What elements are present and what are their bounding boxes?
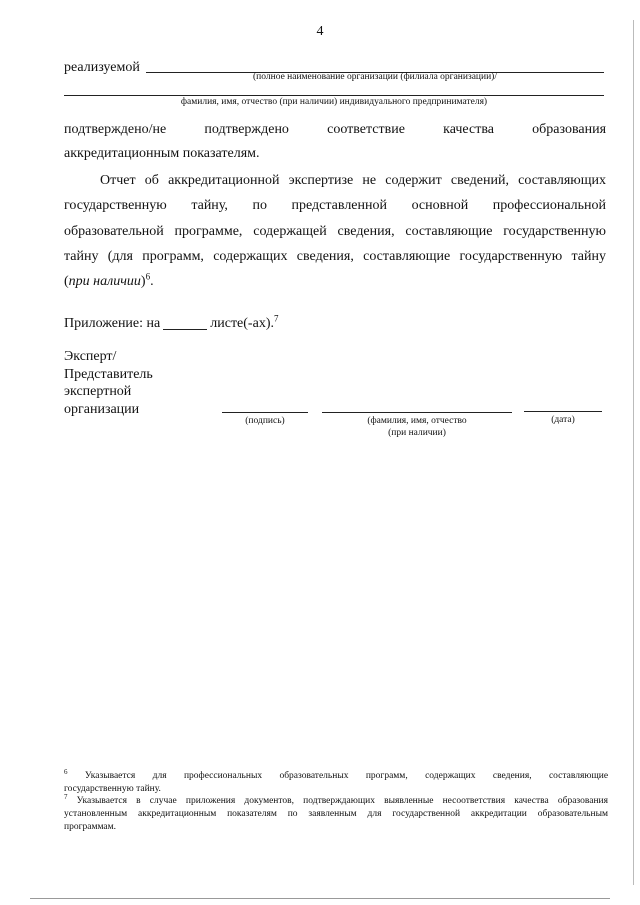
signature-caption: (подпись) bbox=[245, 416, 285, 426]
word: образования bbox=[532, 122, 607, 137]
footnote-7-line3: программам. bbox=[64, 822, 117, 832]
fn7-text-1: Указывается в случае приложения документов, подтверждающих выявленные несоответствия качества образования bbox=[76, 796, 608, 806]
name-caption-1: (фамилия, имя, отчество bbox=[367, 416, 467, 426]
word: для bbox=[152, 771, 167, 781]
sheet-count-blank[interactable] bbox=[163, 315, 207, 330]
word: основной bbox=[411, 198, 469, 213]
word: содержащих bbox=[425, 771, 476, 781]
para2-line4: тайну (для программ, содержащих сведения, составляющие государственную тайну bbox=[64, 249, 606, 264]
footnote-6-line2: государственную тайну. bbox=[64, 784, 161, 794]
word: подтверждено bbox=[204, 122, 289, 137]
word: тайну, bbox=[191, 198, 228, 213]
para2-line1: Отчет об аккредитационной экспертизе не содержит сведений, составляющих bbox=[100, 173, 606, 188]
para1-line1 bbox=[64, 120, 606, 140]
para2-line3: образовательной программе, содержащей сведения, составляющие государственную bbox=[64, 224, 606, 239]
word: Указывается bbox=[84, 771, 136, 781]
date-caption: (дата) bbox=[551, 415, 575, 425]
footnote-7-marker: 7 bbox=[64, 792, 68, 801]
signature-line bbox=[222, 412, 308, 413]
italic-note: при наличии bbox=[68, 274, 141, 289]
word: профессиональных bbox=[183, 771, 263, 781]
expert-role-block bbox=[64, 348, 153, 418]
page-number: 4 bbox=[316, 24, 324, 39]
close-paren: ) bbox=[140, 274, 146, 289]
name-line bbox=[322, 412, 512, 413]
word: государственную bbox=[64, 198, 167, 213]
appendix-prefix: Приложение: на bbox=[64, 316, 161, 331]
role-line: Эксперт/ bbox=[64, 349, 117, 364]
word: соответствие bbox=[327, 122, 405, 137]
footnote-7-line2: установленным аккредитационным показателям по заявленным для государственной аккредитации образовательным bbox=[64, 809, 608, 819]
org-name-caption: (полное наименование организации (филиала организации)/ bbox=[253, 72, 497, 82]
para2-line2 bbox=[64, 196, 606, 216]
word: качества bbox=[443, 122, 494, 137]
footnote-ref-6: 6 bbox=[145, 271, 151, 282]
scan-edge-right bbox=[633, 20, 634, 885]
scan-edge-bottom bbox=[30, 898, 610, 899]
role-line: организации bbox=[64, 401, 140, 417]
word: профессиональной bbox=[492, 198, 607, 213]
name-caption-2: (при наличии) bbox=[388, 428, 446, 438]
word: сведения, bbox=[492, 771, 532, 781]
word: представленной bbox=[291, 198, 387, 213]
para1-line2: аккредитационным показателям. bbox=[64, 146, 260, 161]
word: подтверждено/не bbox=[64, 122, 167, 137]
entrepreneur-name-caption: фамилия, имя, отчество (при наличии) индивидуального предпринимателя) bbox=[180, 97, 488, 107]
para2-line5: (при наличии)$^6$. bbox=[64, 271, 154, 289]
realizuemoy-label: реализуемой bbox=[64, 60, 140, 75]
period: . bbox=[150, 274, 154, 289]
footnote-6-marker: 6 bbox=[64, 767, 68, 776]
role-line: экспертной bbox=[64, 384, 132, 399]
word: программ, bbox=[365, 771, 408, 781]
word: по bbox=[252, 198, 267, 213]
appendix-suffix: листе(-ах). bbox=[210, 316, 274, 331]
appendix-line bbox=[64, 314, 278, 334]
footnote-7-line1 bbox=[64, 792, 608, 807]
word: составляющие bbox=[548, 771, 609, 781]
footnote-6-line1 bbox=[64, 767, 609, 782]
footnote-ref-7: 7 bbox=[273, 313, 279, 324]
date-line bbox=[524, 411, 602, 412]
word: образовательных bbox=[279, 771, 349, 781]
role-line: Представитель bbox=[64, 366, 153, 382]
